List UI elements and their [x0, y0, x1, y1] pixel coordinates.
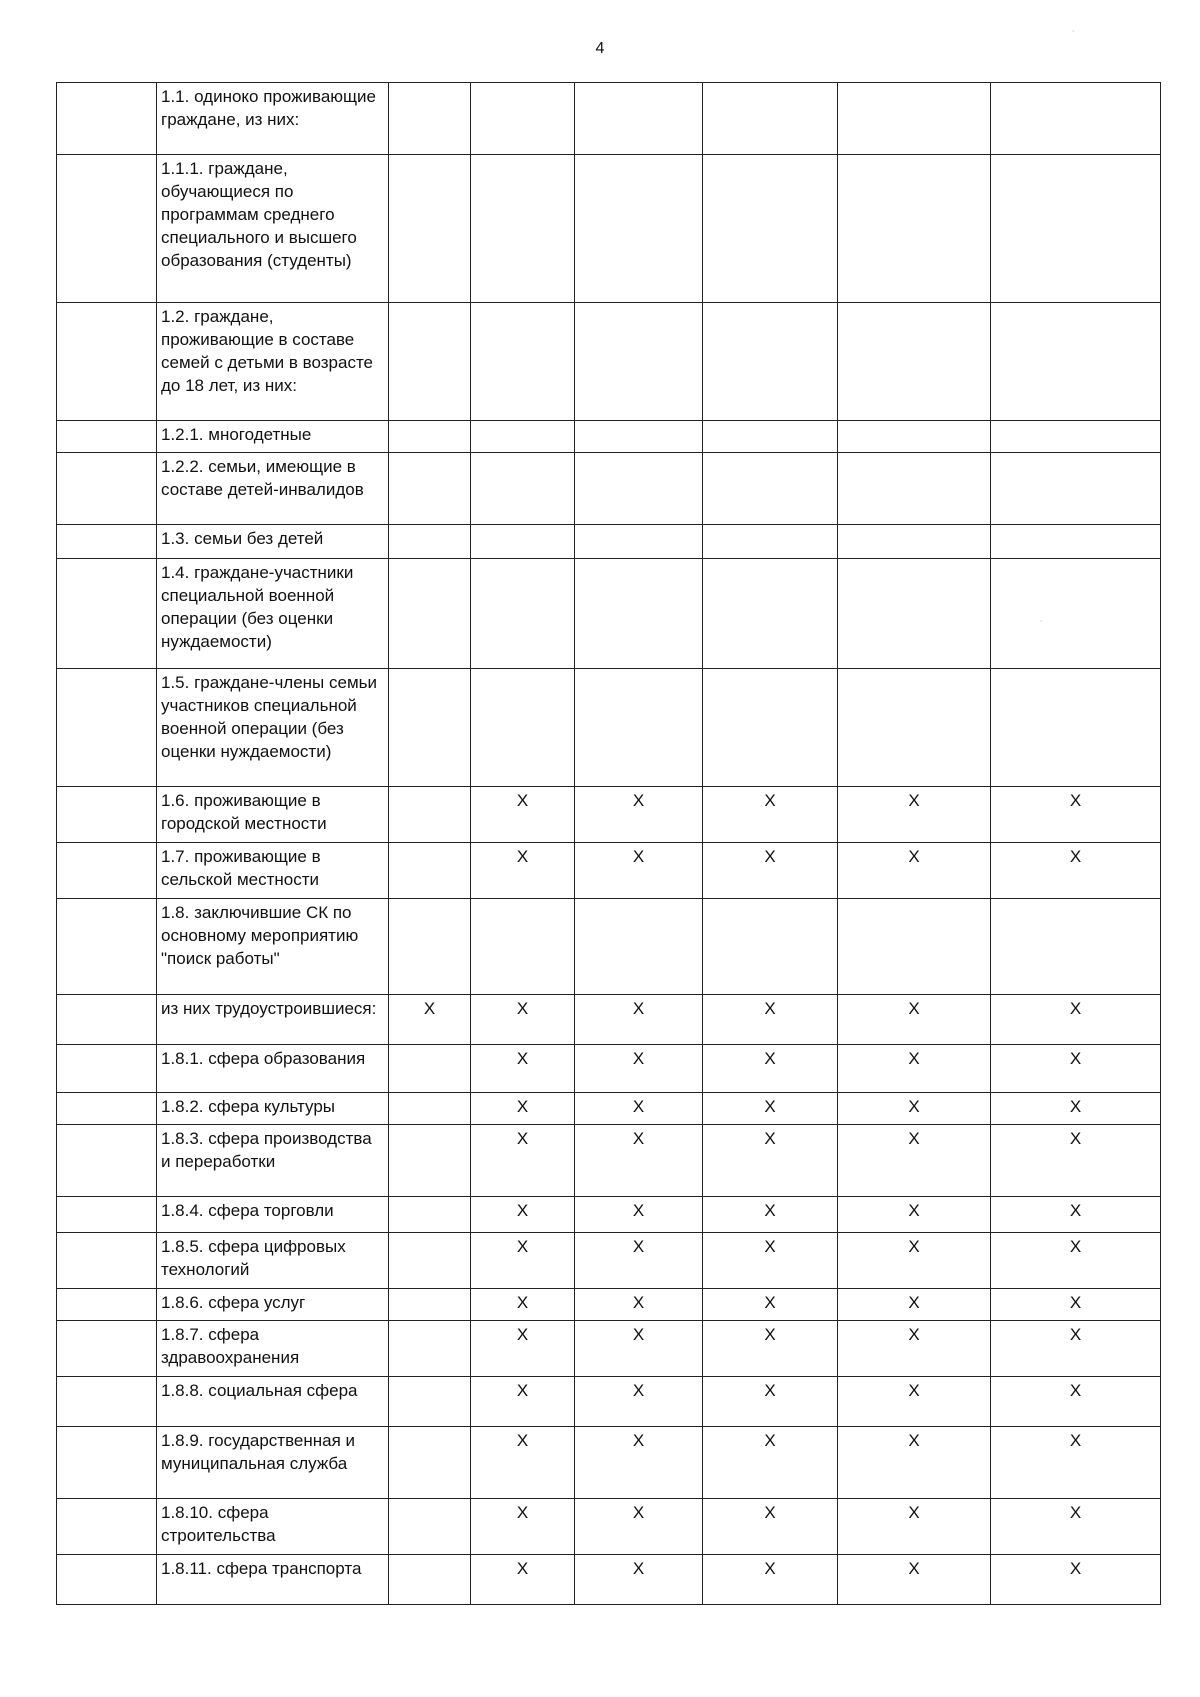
value-cell — [471, 421, 575, 453]
value-cell: X — [471, 1427, 575, 1499]
value-cell — [575, 421, 703, 453]
value-cell: X — [703, 1289, 838, 1321]
value-cell: X — [838, 1045, 991, 1093]
scan-speck: ˙ — [1072, 30, 1076, 41]
value-cell — [703, 303, 838, 421]
value-cell: X — [471, 1045, 575, 1093]
value-cell — [575, 525, 703, 559]
value-cell: X — [991, 1233, 1161, 1289]
value-cell — [471, 899, 575, 995]
row-number-cell — [57, 1233, 157, 1289]
row-number-cell — [57, 1499, 157, 1555]
table-row — [57, 1045, 1161, 1093]
value-cell — [471, 669, 575, 787]
value-cell: X — [471, 1499, 575, 1555]
value-cell: X — [991, 843, 1161, 899]
table-row — [57, 453, 1161, 525]
value-cell — [838, 669, 991, 787]
value-cell — [838, 453, 991, 525]
value-cell — [389, 669, 471, 787]
value-cell: X — [471, 1233, 575, 1289]
value-cell — [575, 83, 703, 155]
row-number-cell — [57, 1289, 157, 1321]
value-cell — [389, 83, 471, 155]
value-cell: X — [703, 1125, 838, 1197]
table-row — [57, 1289, 1161, 1321]
value-cell: X — [991, 1321, 1161, 1377]
value-cell — [991, 559, 1161, 669]
value-cell — [838, 559, 991, 669]
value-cell — [471, 303, 575, 421]
row-number-cell — [57, 843, 157, 899]
value-cell — [838, 303, 991, 421]
value-cell: X — [575, 1427, 703, 1499]
value-cell — [991, 525, 1161, 559]
row-number-cell — [57, 1197, 157, 1233]
table-row — [57, 899, 1161, 995]
value-cell: X — [991, 1289, 1161, 1321]
value-cell — [389, 1045, 471, 1093]
value-cell: X — [838, 1197, 991, 1233]
value-cell: X — [575, 1093, 703, 1125]
value-cell: X — [991, 1555, 1161, 1605]
row-number-cell — [57, 559, 157, 669]
table-row — [57, 155, 1161, 303]
table-row — [57, 1499, 1161, 1555]
value-cell — [389, 303, 471, 421]
row-label: 1.8.11. сфера транспорта — [157, 1555, 389, 1605]
row-number-cell — [57, 1045, 157, 1093]
value-cell — [703, 421, 838, 453]
value-cell: X — [575, 1125, 703, 1197]
value-cell: X — [991, 1125, 1161, 1197]
row-number-cell — [57, 303, 157, 421]
value-cell — [575, 453, 703, 525]
value-cell: X — [389, 995, 471, 1045]
row-number-cell — [57, 1427, 157, 1499]
value-cell: X — [838, 1233, 991, 1289]
row-label: 1.8.6. сфера услуг — [157, 1289, 389, 1321]
value-cell: X — [703, 843, 838, 899]
value-cell: X — [471, 1289, 575, 1321]
row-label: 1.8.1. сфера образования — [157, 1045, 389, 1093]
value-cell: X — [703, 995, 838, 1045]
value-cell — [389, 843, 471, 899]
table-row — [57, 1555, 1161, 1605]
row-label: 1.8.7. сфера здравоохранения — [157, 1321, 389, 1377]
table-row — [57, 669, 1161, 787]
value-cell: X — [575, 1499, 703, 1555]
value-cell — [389, 1377, 471, 1427]
page-number: 4 — [595, 40, 605, 57]
value-cell: X — [471, 1377, 575, 1427]
table-row — [57, 525, 1161, 559]
row-number-cell — [57, 1555, 157, 1605]
value-cell: X — [991, 787, 1161, 843]
row-number-cell — [57, 421, 157, 453]
value-cell: X — [838, 1555, 991, 1605]
value-cell: X — [703, 1093, 838, 1125]
value-cell — [389, 525, 471, 559]
value-cell: X — [838, 1093, 991, 1125]
value-cell: X — [575, 787, 703, 843]
value-cell: X — [703, 1377, 838, 1427]
row-label: 1.1.1. граждане, обучающиеся по программам среднего специального и высшего образования (студенты) — [157, 155, 389, 303]
value-cell — [838, 525, 991, 559]
row-number-cell — [57, 1125, 157, 1197]
value-cell — [389, 453, 471, 525]
value-cell: X — [991, 995, 1161, 1045]
value-cell — [991, 83, 1161, 155]
value-cell: X — [575, 995, 703, 1045]
table-row — [57, 1377, 1161, 1427]
value-cell — [389, 155, 471, 303]
row-label: 1.8.8. социальная сфера — [157, 1377, 389, 1427]
value-cell: X — [471, 1555, 575, 1605]
row-label: из них трудоустроившиеся: — [157, 995, 389, 1045]
row-label: 1.8.4. сфера торговли — [157, 1197, 389, 1233]
value-cell — [389, 1197, 471, 1233]
value-cell: X — [575, 1197, 703, 1233]
value-cell — [838, 899, 991, 995]
row-label: 1.4. граждане-участники специальной военной операции (без оценки нуждаемости) — [157, 559, 389, 669]
table-row — [57, 1321, 1161, 1377]
row-number-cell — [57, 1093, 157, 1125]
table-row — [57, 843, 1161, 899]
row-label: 1.8.3. сфера производства и переработки — [157, 1125, 389, 1197]
value-cell: X — [703, 1233, 838, 1289]
value-cell — [389, 1499, 471, 1555]
value-cell — [389, 1555, 471, 1605]
value-cell — [703, 899, 838, 995]
value-cell: X — [838, 1289, 991, 1321]
value-cell: X — [838, 843, 991, 899]
value-cell — [389, 1427, 471, 1499]
value-cell — [575, 669, 703, 787]
value-cell — [703, 453, 838, 525]
value-cell — [575, 303, 703, 421]
value-cell — [991, 155, 1161, 303]
table-row — [57, 787, 1161, 843]
value-cell: X — [991, 1427, 1161, 1499]
row-label: 1.2.1. многодетные — [157, 421, 389, 453]
row-label: 1.8.2. сфера культуры — [157, 1093, 389, 1125]
row-label: 1.6. проживающие в городской местности — [157, 787, 389, 843]
row-label: 1.1. одиноко проживающие граждане, из них: — [157, 83, 389, 155]
value-cell: X — [471, 1197, 575, 1233]
value-cell — [991, 421, 1161, 453]
table-row — [57, 421, 1161, 453]
value-cell: X — [471, 1093, 575, 1125]
value-cell: X — [471, 843, 575, 899]
value-cell: X — [838, 1377, 991, 1427]
value-cell: X — [838, 1125, 991, 1197]
value-cell — [703, 669, 838, 787]
value-cell: X — [575, 1377, 703, 1427]
table-row — [57, 303, 1161, 421]
value-cell: X — [575, 1045, 703, 1093]
row-number-cell — [57, 669, 157, 787]
value-cell: X — [703, 1321, 838, 1377]
row-number-cell — [57, 83, 157, 155]
value-cell: X — [838, 787, 991, 843]
row-label: 1.8.9. государственная и муниципальная служба — [157, 1427, 389, 1499]
value-cell — [991, 303, 1161, 421]
value-cell — [575, 155, 703, 303]
value-cell: X — [838, 1427, 991, 1499]
value-cell: X — [991, 1197, 1161, 1233]
value-cell — [389, 1093, 471, 1125]
value-cell: X — [703, 1555, 838, 1605]
value-cell: X — [991, 1045, 1161, 1093]
table-body — [57, 83, 1161, 1605]
row-number-cell — [57, 995, 157, 1045]
table-row — [57, 559, 1161, 669]
value-cell — [703, 525, 838, 559]
value-cell: X — [703, 1427, 838, 1499]
value-cell: X — [703, 787, 838, 843]
table-row — [57, 1197, 1161, 1233]
value-cell: X — [575, 1289, 703, 1321]
row-number-cell — [57, 525, 157, 559]
row-label: 1.3. семьи без детей — [157, 525, 389, 559]
value-cell — [471, 155, 575, 303]
value-cell — [471, 83, 575, 155]
table-row — [57, 1427, 1161, 1499]
row-number-cell — [57, 453, 157, 525]
value-cell: X — [471, 1125, 575, 1197]
value-cell — [838, 155, 991, 303]
table-row — [57, 1233, 1161, 1289]
value-cell — [575, 559, 703, 669]
row-label: 1.5. граждане-члены семьи участников специальной военной операции (без оценки нуждаемости) — [157, 669, 389, 787]
value-cell — [389, 1125, 471, 1197]
value-cell: X — [838, 995, 991, 1045]
row-number-cell — [57, 899, 157, 995]
value-cell: X — [703, 1045, 838, 1093]
value-cell: X — [991, 1093, 1161, 1125]
value-cell — [471, 453, 575, 525]
row-number-cell — [57, 1377, 157, 1427]
value-cell — [389, 899, 471, 995]
row-label: 1.8.5. сфера цифровых технологий — [157, 1233, 389, 1289]
value-cell — [991, 669, 1161, 787]
scan-speck: ˙ — [1040, 620, 1044, 631]
table-row — [57, 83, 1161, 155]
row-label: 1.2. граждане, проживающие в составе семей с детьми в возрасте до 18 лет, из них: — [157, 303, 389, 421]
table-row — [57, 995, 1161, 1045]
value-cell: X — [575, 1555, 703, 1605]
value-cell: X — [838, 1499, 991, 1555]
value-cell — [471, 559, 575, 669]
value-cell — [389, 559, 471, 669]
value-cell — [991, 899, 1161, 995]
row-number-cell — [57, 787, 157, 843]
value-cell — [389, 787, 471, 843]
value-cell: X — [575, 1321, 703, 1377]
row-number-cell — [57, 1321, 157, 1377]
value-cell: X — [838, 1321, 991, 1377]
value-cell: X — [575, 1233, 703, 1289]
value-cell — [389, 1289, 471, 1321]
value-cell — [389, 1233, 471, 1289]
value-cell — [575, 899, 703, 995]
value-cell — [703, 155, 838, 303]
value-cell — [703, 559, 838, 669]
value-cell — [838, 83, 991, 155]
value-cell: X — [471, 1321, 575, 1377]
value-cell: X — [471, 995, 575, 1045]
value-cell — [703, 83, 838, 155]
value-cell: X — [471, 787, 575, 843]
table-row — [57, 1093, 1161, 1125]
row-number-cell — [57, 155, 157, 303]
value-cell — [471, 525, 575, 559]
value-cell — [991, 453, 1161, 525]
value-cell: X — [703, 1197, 838, 1233]
row-label: 1.8.10. сфера строительства — [157, 1499, 389, 1555]
value-cell — [389, 421, 471, 453]
value-cell: X — [703, 1499, 838, 1555]
value-cell — [838, 421, 991, 453]
row-label: 1.7. проживающие в сельской местности — [157, 843, 389, 899]
value-cell — [389, 1321, 471, 1377]
row-label: 1.8. заключившие СК по основному мероприятию "поиск работы" — [157, 899, 389, 995]
value-cell: X — [991, 1499, 1161, 1555]
value-cell: X — [575, 843, 703, 899]
row-label: 1.2.2. семьи, имеющие в составе детей-инвалидов — [157, 453, 389, 525]
table-row — [57, 1125, 1161, 1197]
data-table — [56, 82, 1161, 1605]
value-cell: X — [991, 1377, 1161, 1427]
